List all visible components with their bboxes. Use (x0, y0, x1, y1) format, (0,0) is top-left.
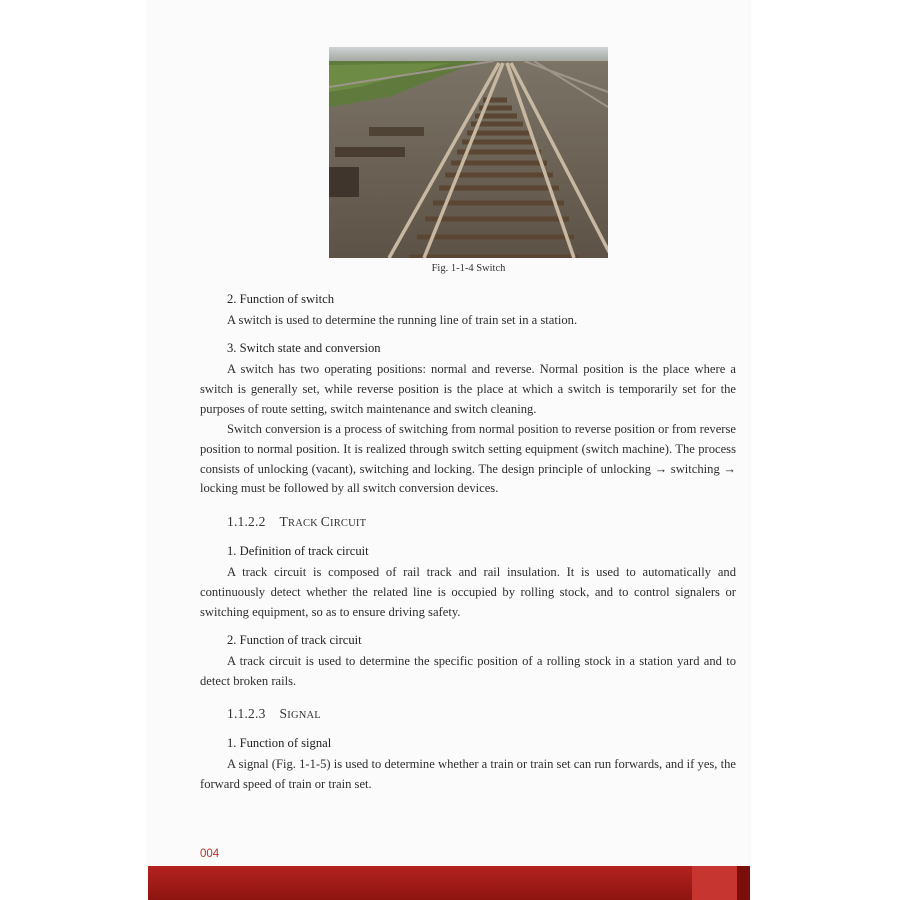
section-title-initial-2: C (320, 514, 331, 529)
paragraph-switch-conversion: Switch conversion is a process of switching from normal position to reverse position or from reverse position to normal position. It is realized through switch setting equipment (switch machine). The process consists of unlocking (vacant), switching and locking. The design principle of unlocking → switching → locking must be followed by all switch conversion devices. (200, 422, 736, 496)
paragraph-function-of-switch: A switch is used to determine the running line of train set in a station. (227, 313, 578, 327)
heading-function-of-signal: 1. Function of signal (227, 736, 332, 750)
figure-caption: Fig. 1-1-4 Switch (431, 263, 506, 274)
heading-switch-state: 3. Switch state and conversion (227, 341, 381, 355)
page-number: 004 (200, 848, 220, 860)
section-title-rest: RACK (287, 518, 321, 529)
heading-function-of-switch: 2. Function of switch (227, 292, 335, 306)
heading-function-track-circuit: 2. Function of track circuit (227, 633, 362, 647)
section-title-rest: IGNAL (287, 710, 321, 721)
railway-switch-photo (329, 47, 608, 258)
paragraph-switch-positions: A switch has two operating positions: normal and reverse. Normal position is the place where a switch is generally set, while reverse position is the place at which a switch is temporarily set for the purposes of route setting, switch maintenance and switch cleaning. (200, 362, 736, 416)
footer-band (148, 866, 750, 900)
footer-accent (692, 866, 750, 900)
section-title-initial: S (279, 706, 288, 721)
section-number: 1.1.2.2 (227, 514, 266, 529)
section-number: 1.1.2.3 (227, 706, 266, 721)
section-heading-signal (227, 706, 321, 722)
paragraph-function-track-circuit: A track circuit is used to determine the specific position of a rolling stock in a station yard and to detect broken rails. (200, 654, 736, 688)
paragraph-function-of-signal: A signal (Fig. 1-1-5) is used to determine whether a train or train set can run forwards, and if yes, the forward speed of train or train set. (200, 757, 736, 791)
paragraph-definition-track-circuit: A track circuit is composed of rail track and rail insulation. It is used to automatically and continuously detect whether the related line is occupied by rolling stock, and to control signalers or switching equipment, so as to ensure driving safety. (200, 565, 736, 619)
heading-definition-track-circuit: 1. Definition of track circuit (227, 544, 369, 558)
section-heading-track-circuit (227, 514, 366, 530)
section-title-initial: T (279, 514, 288, 529)
section-title-rest-2: IRCUIT (330, 518, 367, 529)
